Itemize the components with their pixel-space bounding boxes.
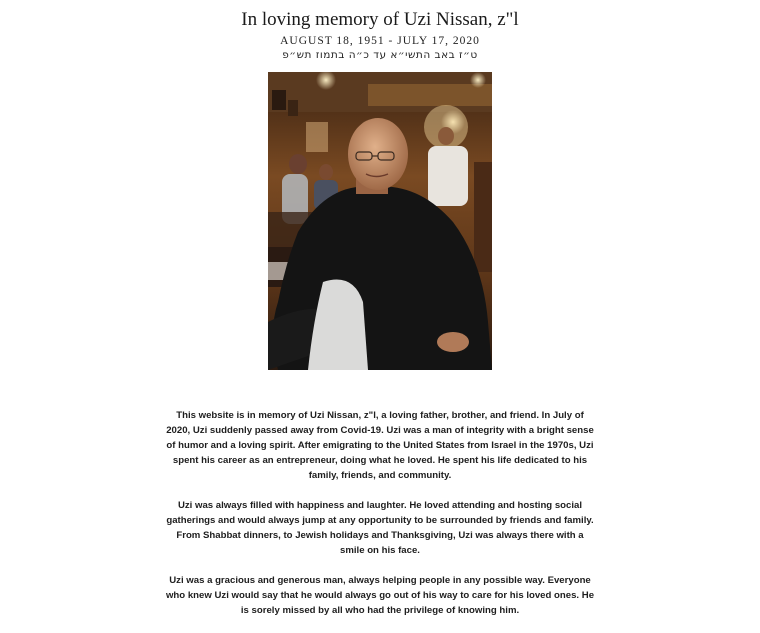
biography [164,408,596,633]
bio-paragraph-3: Uzi was a gracious and generous man, always helping people in any possible way. Everyone who knew Uzi would say that he would always go out of his way to care for his loved ones. He is sorely missed by all who had the privilege of knowing him. [165,575,595,616]
life-dates: AUGUST 18, 1951 - JULY 17, 2020 [280,35,480,47]
hebrew-dates: ט״ז באב התשי״א עד כ״ה בתמוז תש״פ [282,49,478,61]
page-title: In loving memory of Uzi Nissan, z"l [241,9,519,30]
bio-paragraph-2: Uzi was always filled with happiness and laughter. He loved attending and hosting social gatherings and would always jump at any opportunity to be surrounded by friends and family. From Shabbat dinners, to Jewish holidays and Thanksgiving, Uzi was always there with a smile on his face. [166,500,594,556]
memorial-photo [268,72,492,370]
memorial-photo-image [268,72,492,370]
bio-paragraph-1: This website is in memory of Uzi Nissan, z"l, a loving father, brother, and friend. In July of 2020, Uzi suddenly passed away from Covid-19. Uzi was a man of integrity with a bright sense of humor and a loving spirit. After emigrating to the United States from Israel in the 1970s, Uzi spent his career as an entrepreneur, doing what he loved. He spent his life dedicated to his family, friends, and community. [166,410,594,481]
